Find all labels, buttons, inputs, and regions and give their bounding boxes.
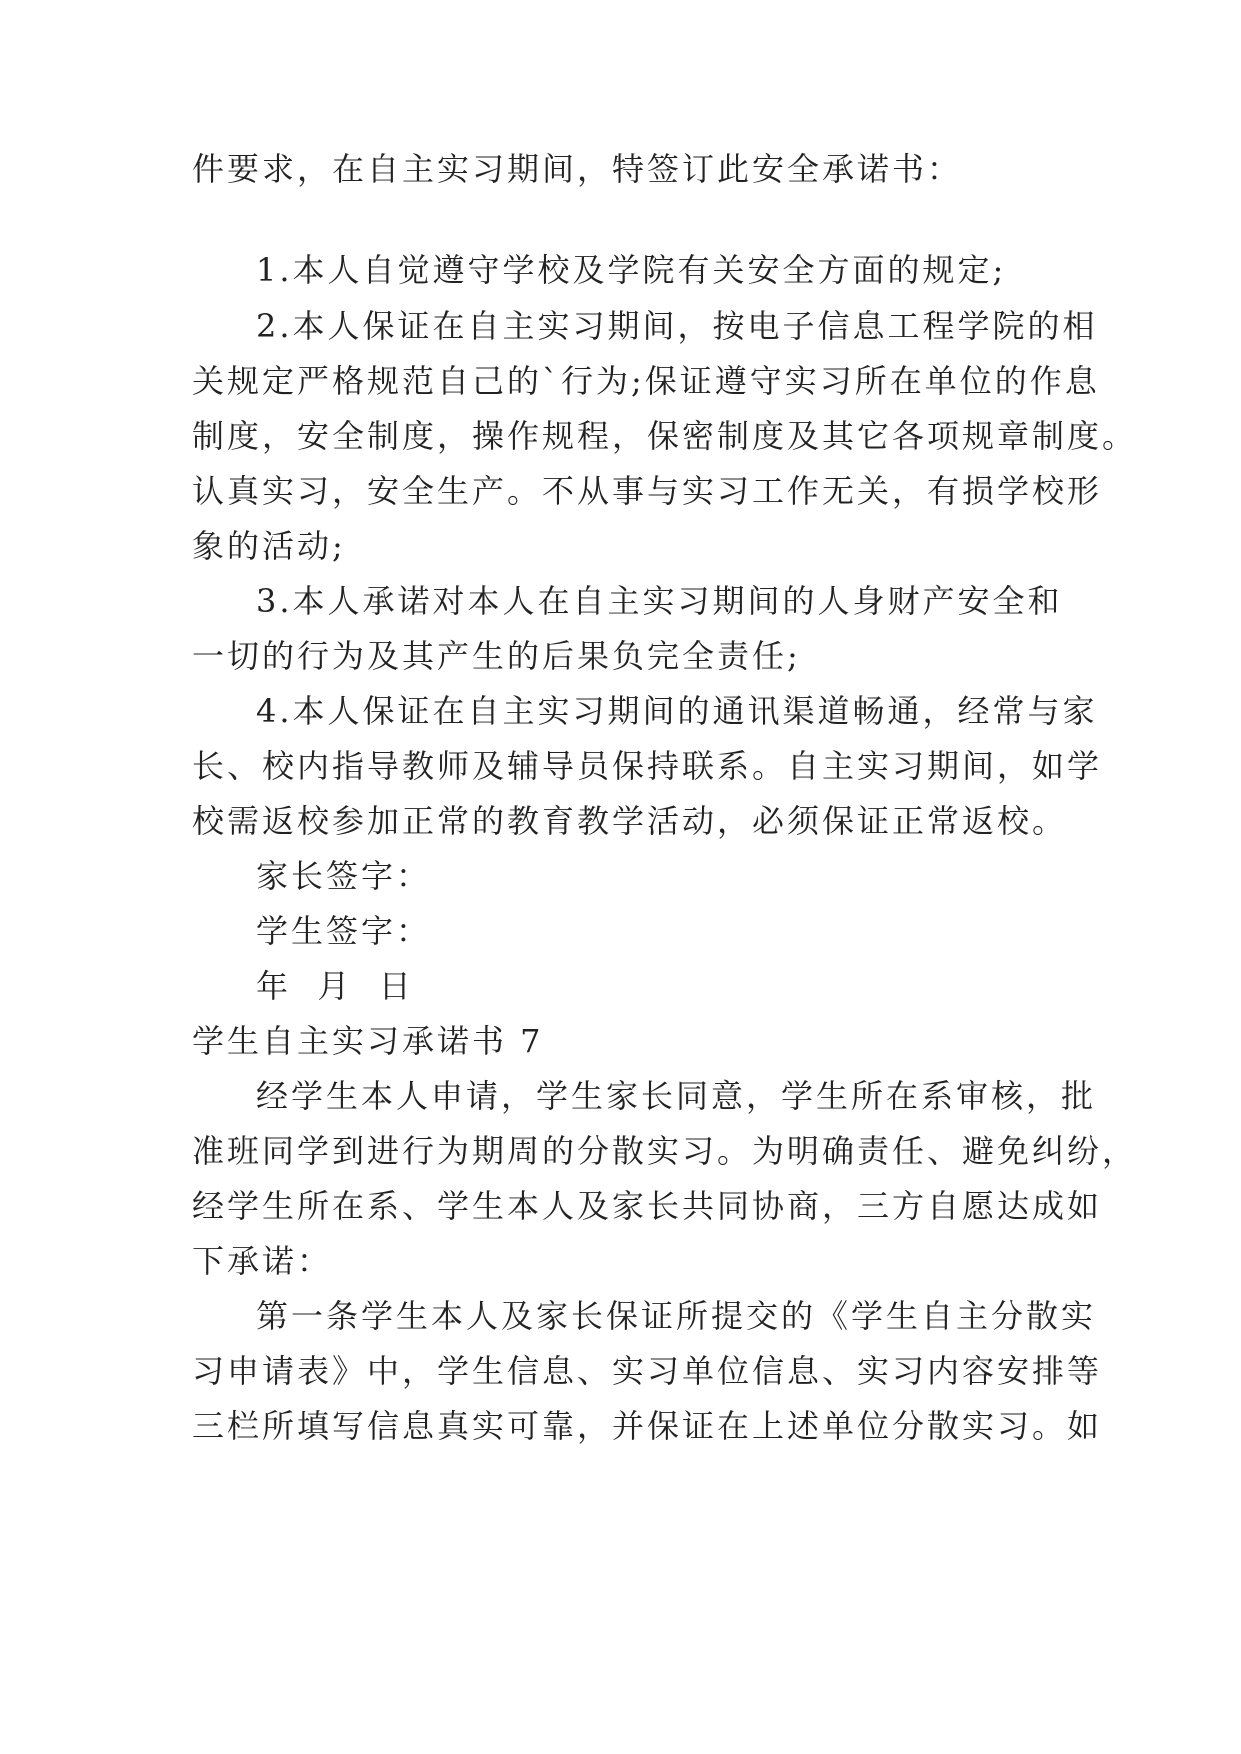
- article-1-line: 习申请表》中，学生信息、实习单位信息、实习内容安排等: [192, 1352, 1103, 1390]
- section-heading: 学生自主实习承诺书 7: [192, 1022, 544, 1060]
- item-2-line: 认真实习，安全生产。不从事与实习工作无关，有损学校形: [192, 472, 1103, 510]
- item-3-line: 一切的行为及其产生的后果负完全责任;: [192, 637, 801, 675]
- item-4-line: 长、校内指导教师及辅导员保持联系。自主实习期间，如学: [192, 747, 1103, 785]
- intro-line: 经学生本人申请，学生家长同意，学生所在系审核，批: [256, 1077, 1097, 1115]
- date-label: 年 月 日: [256, 967, 414, 1005]
- intro-line: 经学生所在系、学生本人及家长共同协商，三方自愿达成如: [192, 1187, 1103, 1225]
- intro-line: 下承诺：: [192, 1242, 333, 1280]
- parent-signature-label: 家长签字：: [256, 857, 432, 895]
- intro-line: 准班同学到进行为期周的分散实习。为明确责任、避免纠纷，: [192, 1132, 1138, 1170]
- item-4-line: 校需返校参加正常的教育教学活动，必须保证正常返校。: [192, 802, 1068, 840]
- article-1-line: 三栏所填写信息真实可靠，并保证在上述单位分散实习。如: [192, 1407, 1103, 1445]
- item-2-line: 象的活动;: [192, 527, 346, 565]
- item-3-line: 3.本人承诺对本人在自主实习期间的人身财产安全和: [256, 582, 1063, 620]
- item-2-line: 关规定严格规范自己的`行为;保证遵守实习所在单位的作息: [192, 362, 1100, 400]
- item-1-line: 1.本人自觉遵守学校及学院有关安全方面的规定;: [256, 251, 1007, 289]
- paragraph-line: 件要求，在自主实习期间，特签订此安全承诺书：: [192, 150, 963, 188]
- item-4-line: 4.本人保证在自主实习期间的通讯渠道畅通，经常与家: [256, 692, 1098, 730]
- item-2-line: 2.本人保证在自主实习期间，按电子信息工程学院的相: [256, 307, 1098, 345]
- student-signature-label: 学生签字：: [256, 912, 432, 950]
- article-1-line: 第一条学生本人及家长保证所提交的《学生自主分散实: [256, 1297, 1097, 1335]
- item-2-line: 制度，安全制度，操作规程，保密制度及其它各项规章制度。: [192, 417, 1138, 455]
